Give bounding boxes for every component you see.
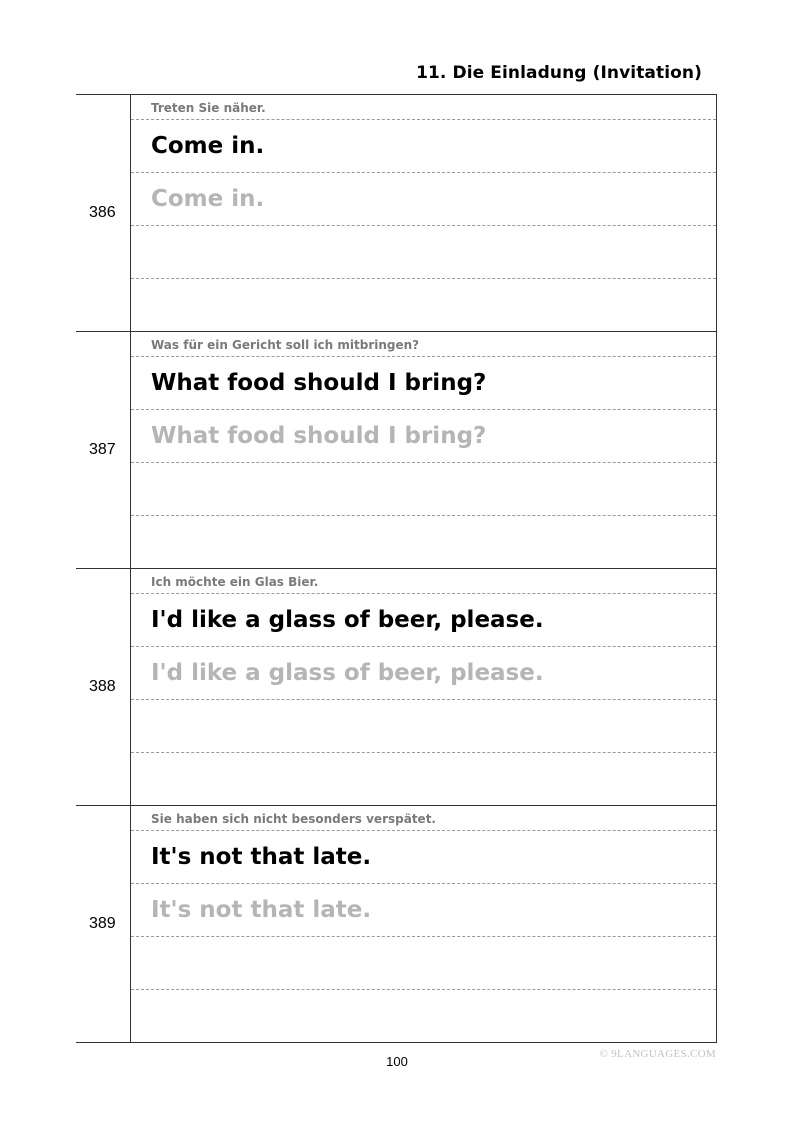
page-title: 11. Die Einladung (Invitation) xyxy=(416,63,702,83)
entry-row xyxy=(76,568,716,805)
model-sentence: It's not that late. xyxy=(131,831,716,884)
writing-lines xyxy=(131,569,716,805)
blank-writing-line xyxy=(131,700,716,753)
source-sentence: Treten Sie näher. xyxy=(131,95,716,120)
entry-row xyxy=(76,331,716,568)
blank-writing-line xyxy=(131,937,716,990)
practice-sheet xyxy=(76,94,717,1043)
trace-sentence: Come in. xyxy=(131,173,716,226)
writing-lines xyxy=(131,332,716,568)
writing-lines xyxy=(131,95,716,331)
copyright-notice: © 9LANGUAGES.COM xyxy=(599,1048,716,1060)
blank-writing-line xyxy=(131,753,716,805)
blank-writing-line xyxy=(131,226,716,279)
model-sentence: I'd like a glass of beer, please. xyxy=(131,594,716,647)
source-sentence: Was für ein Gericht soll ich mitbringen? xyxy=(131,332,716,357)
trace-sentence: It's not that late. xyxy=(131,884,716,937)
model-sentence: Come in. xyxy=(131,120,716,173)
entry-number: 386 xyxy=(76,95,131,331)
entry-row xyxy=(76,95,716,331)
entry-number: 389 xyxy=(76,806,131,1042)
entry-number: 387 xyxy=(76,332,131,568)
blank-writing-line xyxy=(131,463,716,516)
trace-sentence: I'd like a glass of beer, please. xyxy=(131,647,716,700)
page-number: 100 xyxy=(386,1054,408,1069)
source-sentence: Sie haben sich nicht besonders verspätet. xyxy=(131,806,716,831)
entry-number: 388 xyxy=(76,569,131,805)
source-sentence: Ich möchte ein Glas Bier. xyxy=(131,569,716,594)
blank-writing-line xyxy=(131,990,716,1042)
entry-row xyxy=(76,805,716,1042)
model-sentence: What food should I bring? xyxy=(131,357,716,410)
blank-writing-line xyxy=(131,516,716,568)
trace-sentence: What food should I bring? xyxy=(131,410,716,463)
writing-lines xyxy=(131,806,716,1042)
blank-writing-line xyxy=(131,279,716,331)
